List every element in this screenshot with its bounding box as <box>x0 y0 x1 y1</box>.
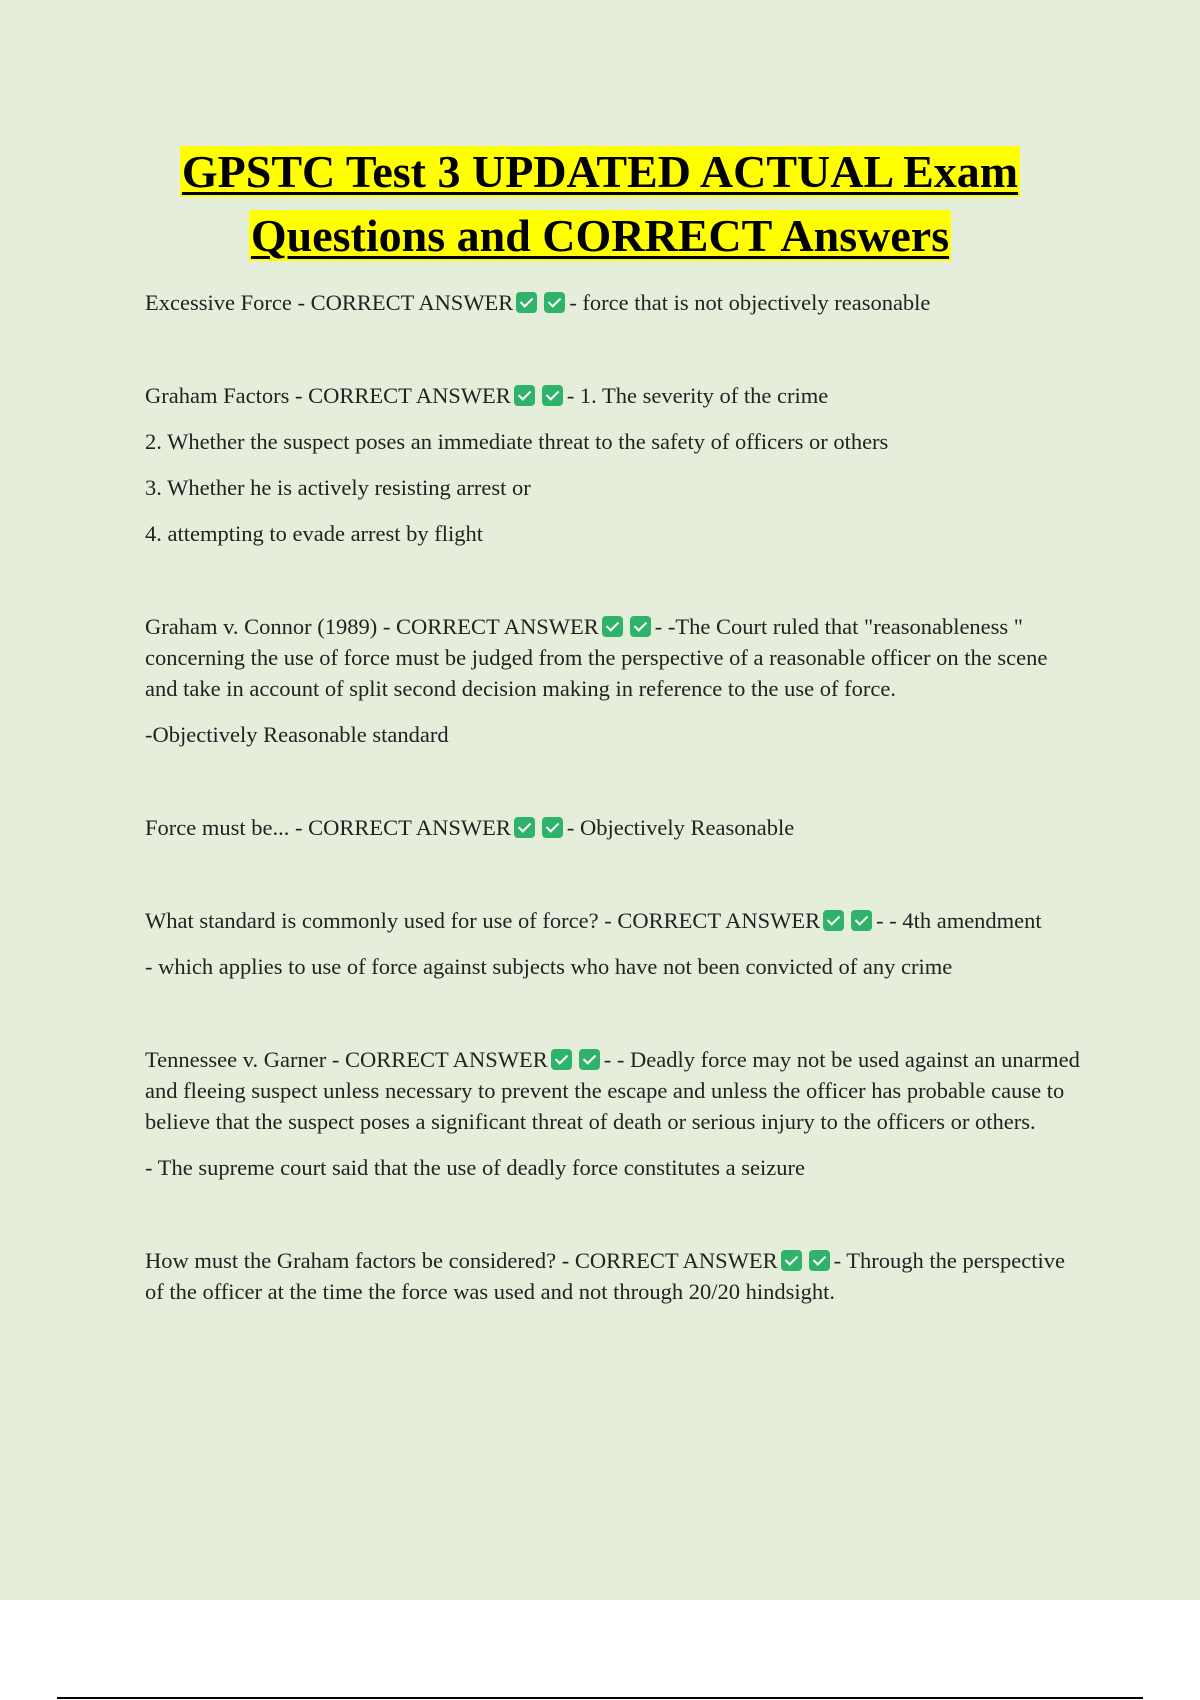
qa-extra-line: 2. Whether the suspect poses an immediate threat to the safety of officers or others <box>145 429 889 454</box>
qa-question <box>145 1245 1085 1307</box>
qa-question <box>145 1044 1085 1137</box>
qa-question <box>145 380 1085 411</box>
check-mark-icon <box>514 385 535 406</box>
qa-item <box>145 1245 1085 1307</box>
qa-item <box>145 380 1085 549</box>
qa-extra-line: - which applies to use of force against subjects who have not been convicted of any crime <box>145 954 953 979</box>
correct-answer-marker: - CORRECT ANSWER <box>289 815 511 840</box>
qa-list <box>145 287 1085 1369</box>
qa-item <box>145 287 1085 318</box>
footer-rule <box>57 1697 1143 1699</box>
qa-extra-line: 3. Whether he is actively resisting arrest or <box>145 475 531 500</box>
check-mark-icon <box>630 616 651 637</box>
check-mark-icon <box>781 1250 802 1271</box>
qa-term: Graham v. Connor (1989) <box>145 614 378 639</box>
qa-item <box>145 905 1085 982</box>
qa-question <box>145 812 1085 843</box>
qa-question <box>145 905 1085 936</box>
qa-answer: - Through the perspective of the officer at the time the force was used and not through 20/20 hindsight. <box>145 1248 1065 1304</box>
qa-term: Graham Factors <box>145 383 290 408</box>
qa-term: How must the Graham factors be considered? <box>145 1248 557 1273</box>
qa-extra-line: - The supreme court said that the use of deadly force constitutes a seizure <box>145 1155 805 1180</box>
correct-answer-marker: - CORRECT ANSWER <box>291 290 514 315</box>
qa-term: Force must be... <box>145 815 290 840</box>
qa-answer: - force that is not objectively reasonable <box>569 290 931 315</box>
qa-answer: - - 4th amendment <box>876 908 1042 933</box>
qa-answer: - 1. The severity of the crime <box>566 383 829 408</box>
qa-answer: - Objectively Reasonable <box>566 815 795 840</box>
check-mark-icon <box>809 1250 830 1271</box>
qa-item <box>145 812 1085 843</box>
document-title <box>0 140 1200 268</box>
qa-term: Tennessee v. Garner <box>145 1047 327 1072</box>
check-mark-icon <box>544 292 565 313</box>
check-mark-icon <box>542 385 563 406</box>
qa-extra-line: 4. attempting to evade arrest by flight <box>145 521 484 546</box>
qa-extra-line: -Objectively Reasonable standard <box>145 722 449 747</box>
check-mark-icon <box>551 1049 572 1070</box>
correct-answer-marker: - CORRECT ANSWER <box>598 908 821 933</box>
qa-question <box>145 611 1085 704</box>
correct-answer-marker: - CORRECT ANSWER <box>556 1248 778 1273</box>
qa-item <box>145 611 1085 750</box>
check-mark-icon <box>542 817 563 838</box>
qa-answer: - -The Court ruled that "reasonableness " concerning the use of force must be judged from the perspective of a reasonable officer on the scene and take in account of split second decision making in reference to the use of force. <box>145 614 1048 701</box>
correct-answer-marker: - CORRECT ANSWER <box>326 1047 548 1072</box>
qa-term: What standard is commonly used for use of force? <box>145 908 599 933</box>
check-mark-icon <box>823 910 844 931</box>
correct-answer-marker: - CORRECT ANSWER <box>289 383 511 408</box>
qa-answer: - - Deadly force may not be used against an unarmed and fleeing suspect unless necessary to prevent the escape and unless the officer has probable cause to believe that the suspect poses a significant threat of death or serious injury to the officers or others. <box>145 1047 1080 1134</box>
check-mark-icon <box>602 616 623 637</box>
title-line-2: Questions and CORRECT Answers <box>250 210 950 261</box>
check-mark-icon <box>851 910 872 931</box>
check-mark-icon <box>516 292 537 313</box>
correct-answer-marker: - CORRECT ANSWER <box>377 614 599 639</box>
title-line-1: GPSTC Test 3 UPDATED ACTUAL Exam <box>181 146 1019 197</box>
qa-item <box>145 1044 1085 1183</box>
qa-question <box>145 287 1085 318</box>
check-mark-icon <box>579 1049 600 1070</box>
qa-term: Excessive Force <box>145 290 292 315</box>
check-mark-icon <box>514 817 535 838</box>
